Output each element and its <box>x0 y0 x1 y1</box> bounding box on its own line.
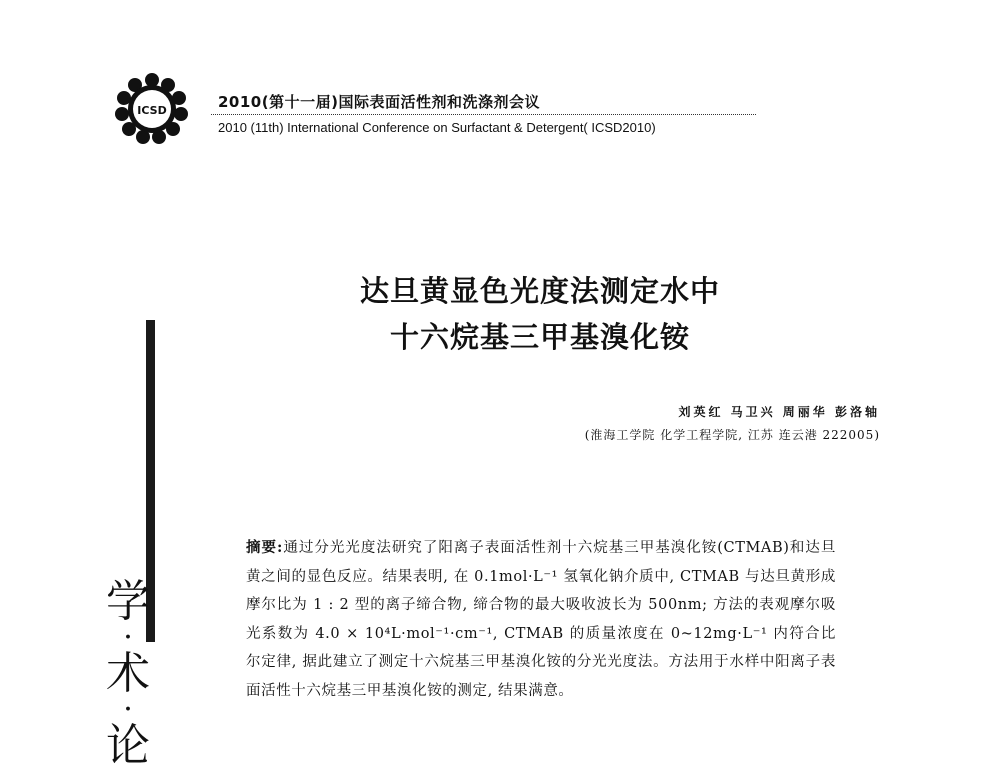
sidebar-dot-2: · <box>123 692 133 727</box>
flower-logo-icon <box>113 72 191 146</box>
sidebar-section-label <box>98 576 158 772</box>
icsd-logo <box>113 72 191 146</box>
abstract-label: 摘要: <box>246 539 283 556</box>
title-line-2: 十六烷基三甲基溴化铵 <box>389 320 690 354</box>
sidebar-dot-1: · <box>123 620 133 655</box>
article-title <box>330 268 750 360</box>
abstract-text: 通过分光光度法研究了阳离子表面活性剂十六烷基三甲基溴化铵(CTMAB)和达旦黄之间的显色反应。结果表明, 在 0.1mol·L⁻¹ 氢氧化钠介质中, CTMAB 与达旦黄形成摩尔比为 1 : 2 型的离子缔合物, 缔合物的最大吸收波长为 500nm; 方法的表观摩尔吸光系数为 4.0 × 10⁴L·mol⁻¹·cm⁻¹, CTMAB 的质量浓度在 0~12mg·L⁻¹ 内符合比尔定律, 据此建立了测定十六烷基三甲基溴化铵的分光光度法。方法用于水样中阳离子表面活性十六烷基三甲基溴化铵的测定, 结果满意。 <box>246 540 836 699</box>
authors: 刘英红 马卫兴 周丽华 彭洛轴 <box>678 405 880 419</box>
header-divider <box>211 114 756 115</box>
logo-label: ICSD <box>137 104 167 117</box>
affiliation: (淮海工学院 化学工程学院, 江苏 连云港 222005) <box>584 428 880 442</box>
sidebar-char-1: 学 <box>106 576 150 627</box>
abstract <box>246 534 836 705</box>
conference-title-en: 2010 (11th) International Conference on Surfactant & Detergent( ICSD2010) <box>218 120 656 135</box>
title-line-1: 达旦黄显色光度法测定水中 <box>359 274 720 308</box>
conference-title-cn: 2010(第十一届)国际表面活性剂和洗涤剂会议 <box>218 93 540 111</box>
sidebar-char-2: 术 <box>106 648 150 699</box>
sidebar-char-3: 论 <box>106 720 150 771</box>
